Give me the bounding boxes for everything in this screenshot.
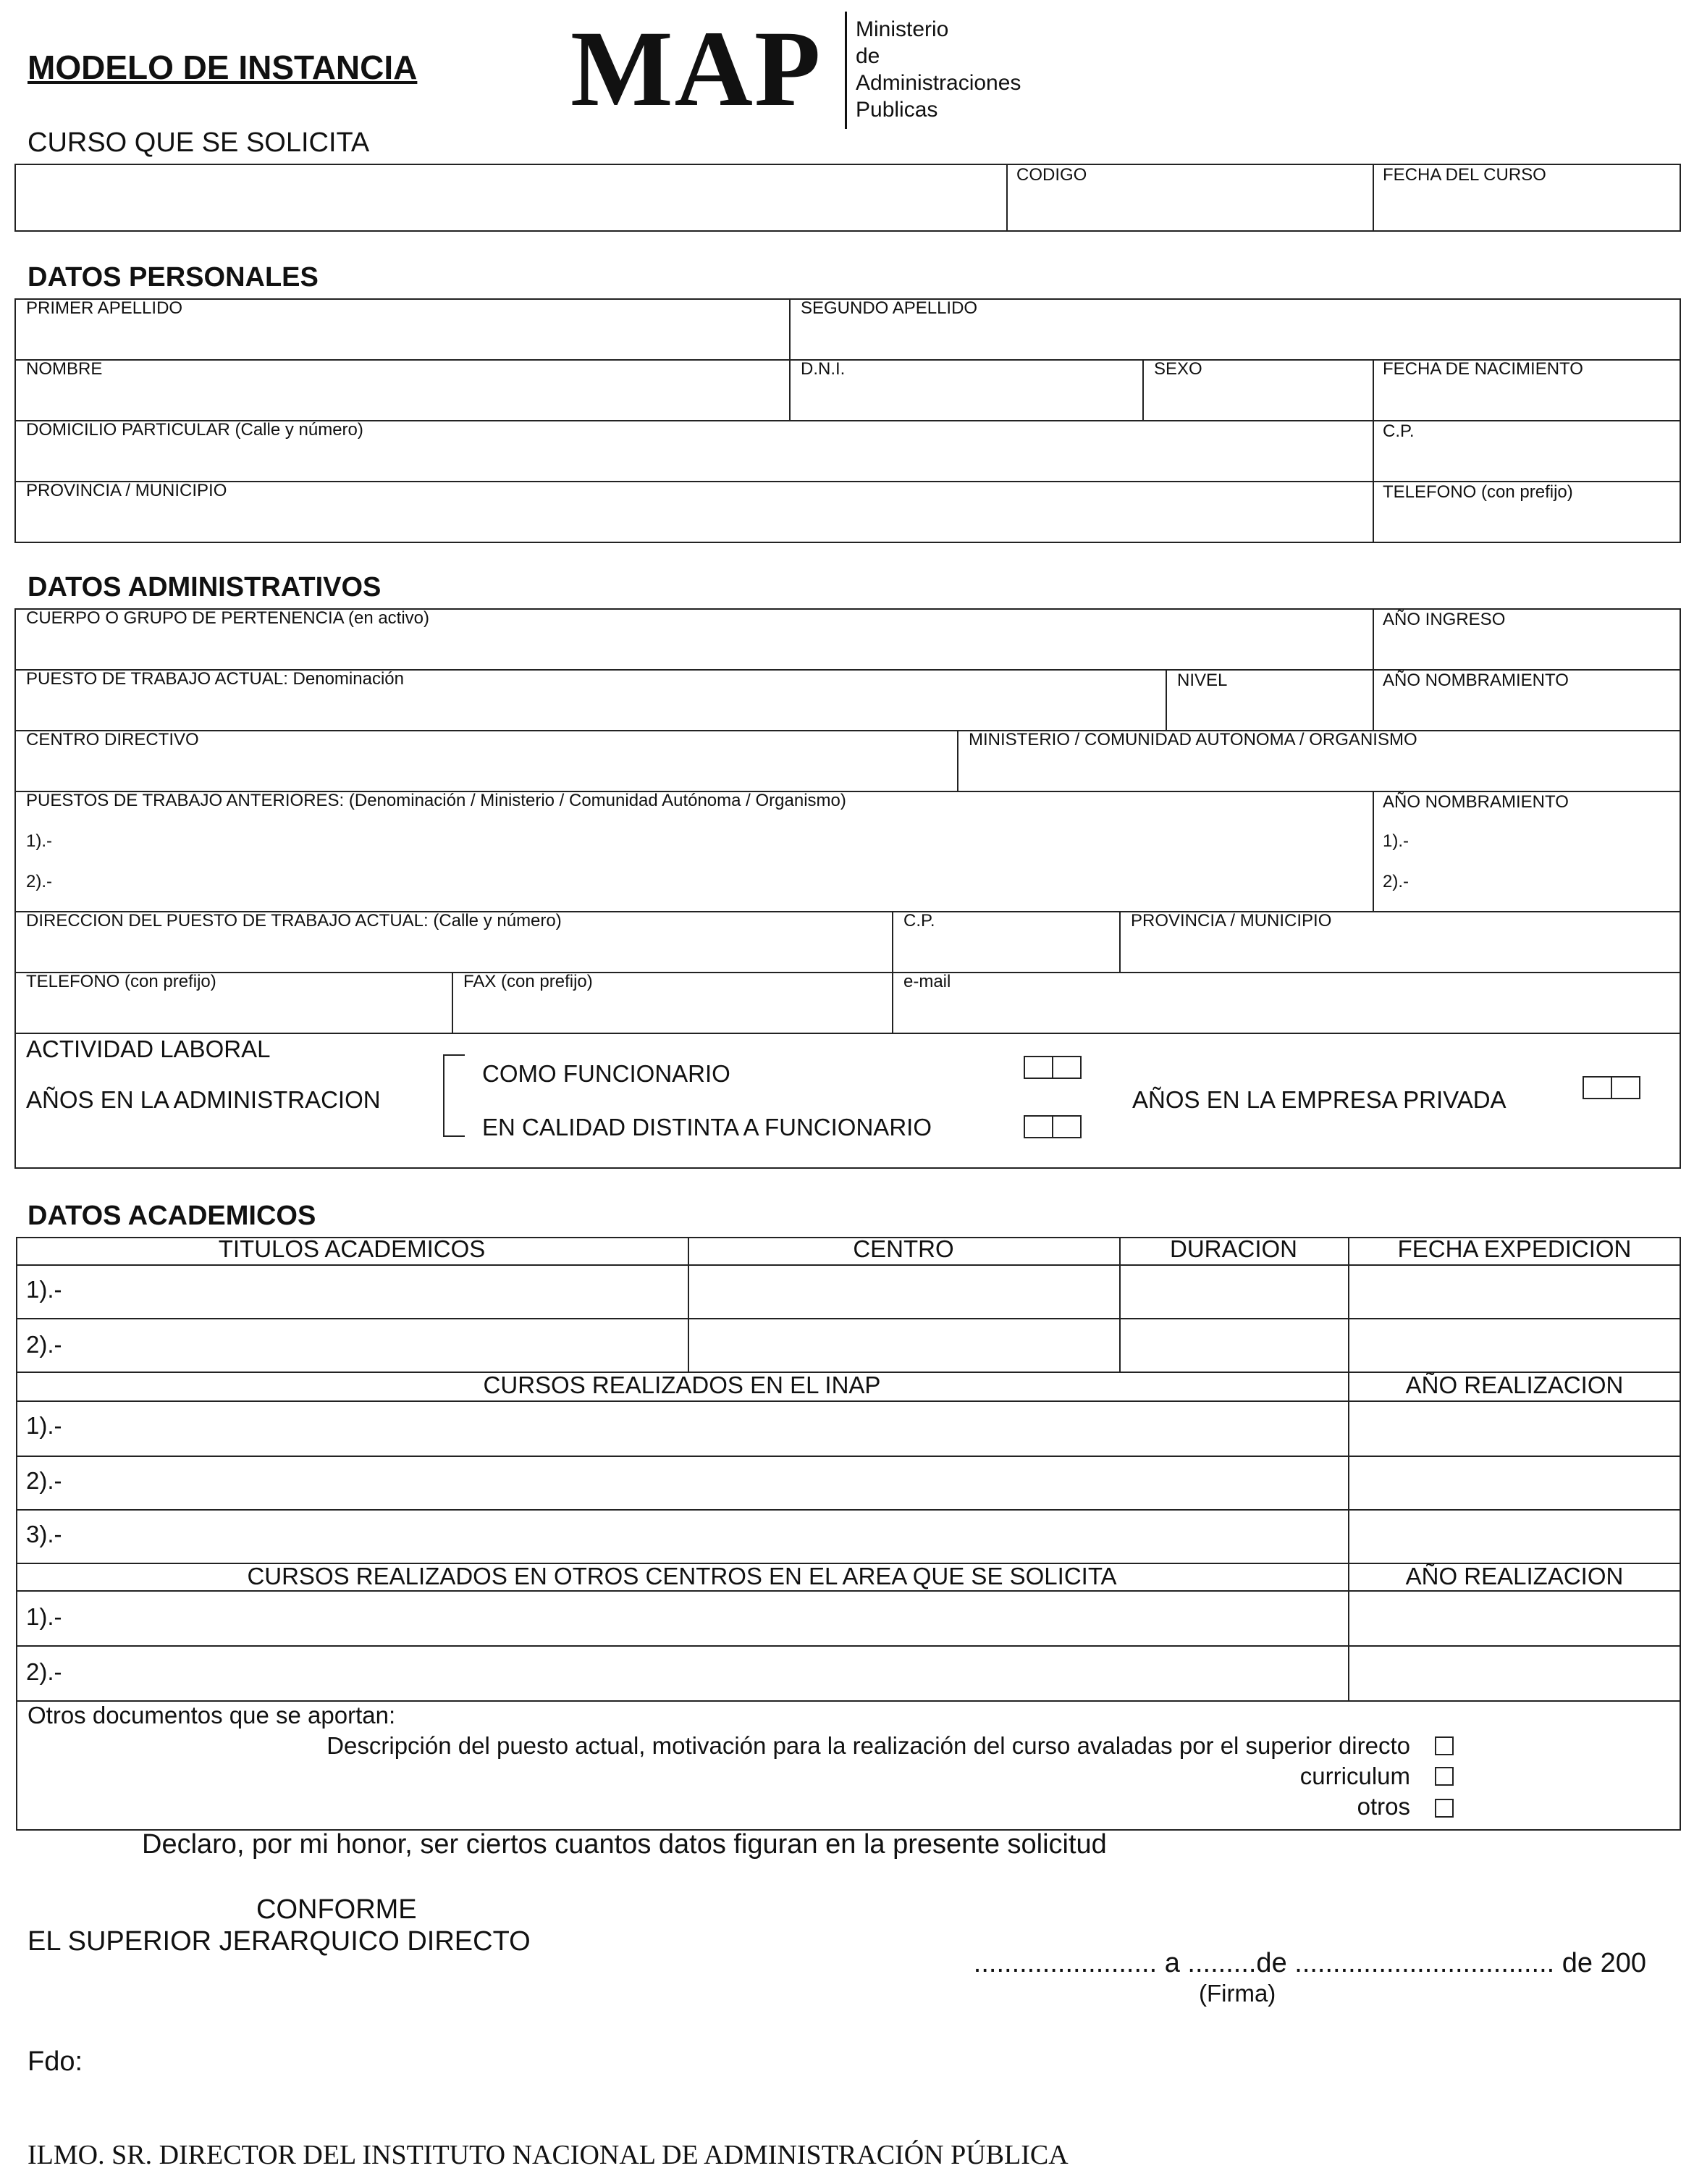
nivel-label: NIVEL [1177,671,1228,690]
puesto-anterior-1-label: 1).- [26,831,52,851]
calidad-distinta-label: EN CALIDAD DISTINTA A FUNCIONARIO [482,1114,932,1141]
inap-ano-header: AÑO REALIZACION [1405,1372,1624,1398]
ano-ingreso-label: AÑO INGRESO [1383,610,1506,629]
datos-personales-heading: DATOS PERSONALES [28,262,319,293]
datos-academicos-heading: DATOS ACADEMICOS [28,1201,316,1231]
como-funcionario-label: COMO FUNCIONARIO [482,1060,730,1087]
doc-descripcion-checkbox[interactable] [1435,1736,1454,1755]
puestos-anteriores-label: PUESTOS DE TRABAJO ANTERIORES: (Denominación / Ministerio / Comunidad Autónoma / Organismo) [26,791,846,810]
curso-heading: CURSO QUE SE SOLICITA [28,127,370,158]
ministerio-label: MINISTERIO / COMUNIDAD AUTONOMA / ORGANISMO [969,730,1417,749]
ministry-name [856,16,1021,123]
col-centro-header: CENTRO [853,1235,954,1262]
ministry-line-3: Administraciones [856,71,1021,95]
email-label: e-mail [903,972,951,991]
funcionario-years-boxes[interactable] [1024,1056,1082,1079]
distinta-years-boxes[interactable] [1024,1115,1082,1138]
inap-row-2-label: 2).- [26,1467,62,1494]
form-title: MODELO DE INSTANCIA [28,49,418,86]
nombre-label: NOMBRE [26,359,103,379]
primer-apellido-label: PRIMER APELLIDO [26,298,183,318]
empresa-years-boxes[interactable] [1583,1076,1640,1099]
bracket [443,1054,465,1137]
ministry-line-4: Publicas [856,98,938,122]
centro-directivo-label: CENTRO DIRECTIVO [26,730,199,749]
otros-centros-header: CURSOS REALIZADOS EN OTROS CENTROS EN EL AREA QUE SE SOLICITA [247,1563,1117,1589]
ano-nombramiento-label: AÑO NOMBRAMIENTO [1383,671,1569,690]
dni-label: D.N.I. [801,359,846,379]
empresa-privada-label: AÑOS EN LA EMPRESA PRIVADA [1132,1086,1507,1113]
destinatario-text: ILMO. SR. DIRECTOR DEL INSTITUTO NACIONAL DE ADMINISTRACIÓN PÚBLICA [28,2140,1069,2170]
fdo-label: Fdo: [28,2046,83,2077]
doc-curriculum-label: curriculum [1299,1763,1410,1789]
sexo-label: SEXO [1154,359,1202,379]
conforme-text: CONFORME [256,1894,417,1925]
doc-descripcion-label: Descripción del puesto actual, motivación para la realización del curso avaladas por el superior directo [326,1732,1410,1759]
doc-curriculum-checkbox[interactable] [1435,1767,1454,1786]
curso-nombre-field[interactable] [16,165,1005,230]
col-titulos-header: TITULOS ACADEMICOS [218,1235,486,1262]
ministry-line-1: Ministerio [856,17,949,41]
firma-label: (Firma) [1199,1980,1276,2007]
provincia-label: PROVINCIA / MUNICIPIO [26,481,227,500]
otros-ano-header: AÑO REALIZACION [1405,1563,1624,1589]
anos-administracion-label: AÑOS EN LA ADMINISTRACION [26,1086,381,1113]
superior-jerarquico-text: EL SUPERIOR JERARQUICO DIRECTO [28,1926,531,1957]
doc-otros-checkbox[interactable] [1435,1799,1454,1818]
direccion-label: DIRECCION DEL PUESTO DE TRABAJO ACTUAL: (Calle y número) [26,911,562,931]
cuerpo-label: CUERPO O GRUPO DE PERTENENCIA (en activo) [26,608,430,628]
datos-administrativos-box [14,608,1681,1169]
otros-row-2-label: 2).- [26,1658,62,1685]
actividad-laboral-label: ACTIVIDAD LABORAL [26,1036,271,1062]
col-duracion-header: DURACION [1169,1235,1297,1262]
titulo-row-2-label: 2).- [26,1331,62,1358]
codigo-label: CODIGO [1016,165,1087,185]
puesto-actual-label: PUESTO DE TRABAJO ACTUAL: Denominación [26,669,404,689]
direccion-cp-label: C.P. [903,911,935,931]
puesto-anterior-2-label: 2).- [26,872,52,891]
declaracion-text: Declaro, por mi honor, ser ciertos cuantos datos figuran en la presente solicitud [142,1829,1107,1860]
fax-label: FAX (con prefijo) [463,972,593,991]
telefono-label: TELEFONO (con prefijo) [1383,482,1573,502]
ano-anterior-1-label: 1).- [1383,831,1409,851]
otros-row-1-label: 1).- [26,1603,62,1630]
trabajo-telefono-label: TELEFONO (con prefijo) [26,972,216,991]
ano-nombramiento-anteriores-label: AÑO NOMBRAMIENTO [1383,792,1569,812]
domicilio-label: DOMICILIO PARTICULAR (Calle y número) [26,420,363,440]
segundo-apellido-label: SEGUNDO APELLIDO [801,298,978,318]
datos-administrativos-heading: DATOS ADMINISTRATIVOS [28,572,382,602]
titulo-row-1-label: 1).- [26,1276,62,1303]
inap-row-1-label: 1).- [26,1412,62,1439]
map-logo: MAP [570,9,822,129]
fecha-curso-label: FECHA DEL CURSO [1383,165,1546,185]
fecha-nacimiento-label: FECHA DE NACIMIENTO [1383,359,1583,379]
ministry-line-2: de [856,44,880,68]
logo-divider [845,12,847,129]
ano-anterior-2-label: 2).- [1383,872,1409,891]
direccion-provincia-label: PROVINCIA / MUNICIPIO [1131,911,1332,931]
otros-documentos-label: Otros documentos que se aportan: [28,1702,396,1729]
lugar-fecha-line: ........................ a .........de .................................. de 200 [973,1948,1646,1978]
doc-otros-label: otros [1357,1793,1410,1820]
col-fecha-header: FECHA EXPEDICION [1397,1235,1632,1262]
cp-label: C.P. [1383,421,1415,441]
inap-row-3-label: 3).- [26,1521,62,1547]
inap-header: CURSOS REALIZADOS EN EL INAP [483,1372,881,1398]
